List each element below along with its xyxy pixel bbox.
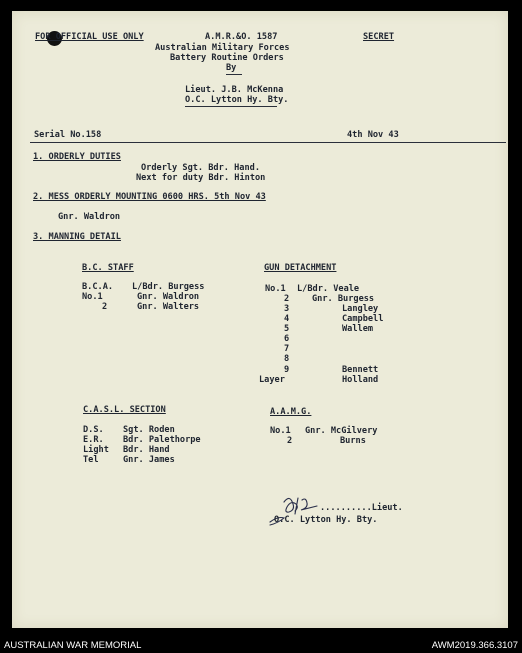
serial-rule	[30, 142, 506, 143]
gun-name: Campbell	[342, 314, 384, 324]
casl-post: E.R.	[83, 435, 104, 445]
order-date: 4th Nov 43	[347, 130, 399, 140]
gun-name: Wallem	[342, 324, 374, 334]
gun-name: L/Bdr. Veale	[297, 284, 360, 294]
order-reference: A.M.R.&O. 1587	[205, 32, 278, 42]
casl-section-heading: C.A.S.L. SECTION	[83, 405, 166, 415]
footer-accession-number: AWM2019.366.3107	[431, 640, 518, 651]
classification-right: SECRET	[363, 32, 395, 42]
serial-number: Serial No.158	[34, 130, 102, 140]
section-3-heading: 3. MANNING DETAIL	[33, 232, 121, 242]
bc-staff-name: L/Bdr. Burgess	[132, 282, 205, 292]
bc-staff-post: 2	[102, 302, 108, 312]
mess-orderly-name: Gnr. Waldron	[58, 212, 121, 222]
next-for-duty-line: Next for duty Bdr. Hinton	[136, 173, 266, 183]
gun-post: 3	[284, 304, 290, 314]
bc-staff-name: Gnr. Walters	[137, 302, 200, 312]
author-line-2: O.C. Lytton Hy. Bty.	[185, 95, 289, 105]
gun-post: 5	[284, 324, 290, 334]
gun-post: Layer	[259, 375, 285, 385]
title-line-2: Battery Routine Orders	[170, 53, 284, 63]
bc-staff-post: B.C.A.	[82, 282, 114, 292]
aamg-name: Gnr. McGilvery	[305, 426, 378, 436]
gun-name: Gnr. Burgess	[312, 294, 375, 304]
gun-post: 7	[284, 344, 290, 354]
signature-rank: ..........Lieut.	[320, 503, 403, 513]
gun-post: 9	[284, 365, 290, 375]
gun-post: 6	[284, 334, 290, 344]
title-underline	[226, 74, 242, 75]
casl-name: Bdr. Palethorpe	[123, 435, 201, 445]
casl-name: Sgt. Roden	[123, 425, 175, 435]
aamg-name: Burns	[340, 436, 366, 446]
bc-staff-post: No.1	[82, 292, 103, 302]
casl-post: Tel	[83, 455, 99, 465]
author-underline	[185, 106, 277, 107]
bc-staff-heading: B.C. STAFF	[82, 263, 134, 273]
casl-post: D.S.	[83, 425, 104, 435]
casl-post: Light	[83, 445, 109, 455]
footer-institution: AUSTRALIAN WAR MEMORIAL	[4, 640, 142, 651]
gun-name: Langley	[342, 304, 379, 314]
section-2-heading: 2. MESS ORDERLY MOUNTING 0600 HRS. 5th Nov 43	[33, 192, 266, 202]
gun-name: Bennett	[342, 365, 379, 375]
aamg-heading: A.A.M.G.	[270, 407, 312, 417]
title-line-3: By	[226, 63, 237, 73]
gun-post: 4	[284, 314, 290, 324]
author-line-1: Lieut. J.B. McKenna	[185, 85, 284, 95]
bc-staff-name: Gnr. Waldron	[137, 292, 200, 302]
gun-detachment-heading: GUN DETACHMENT	[264, 263, 337, 273]
gun-post: No.1	[265, 284, 286, 294]
casl-name: Gnr. James	[123, 455, 175, 465]
classification-left: FOR OFFICIAL USE ONLY	[35, 32, 144, 42]
section-1-heading: 1. ORDERLY DUTIES	[33, 152, 121, 162]
gun-post: 8	[284, 354, 290, 364]
aamg-post: 2	[287, 436, 293, 446]
casl-name: Bdr. Hand	[123, 445, 170, 455]
gun-name: Holland	[342, 375, 379, 385]
signature-title: O.C. Lytton Hy. Bty.	[274, 515, 378, 525]
orderly-sgt-line: Orderly Sgt. Bdr. Hand.	[141, 163, 260, 173]
gun-post: 2	[284, 294, 290, 304]
title-line-1: Australian Military Forces	[155, 43, 290, 53]
aamg-post: No.1	[270, 426, 291, 436]
